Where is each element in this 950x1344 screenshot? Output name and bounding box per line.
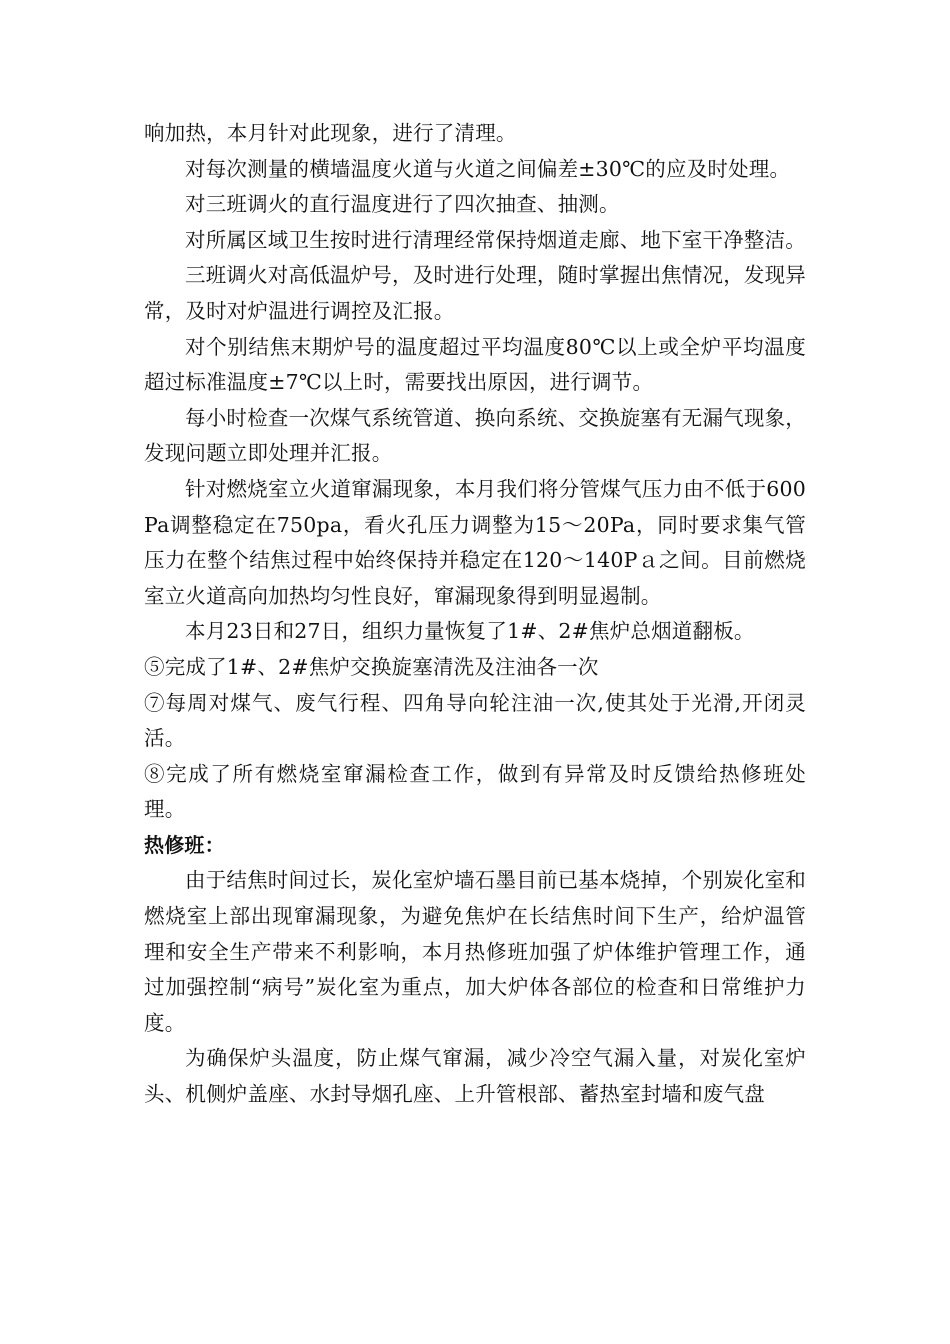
list-item-weekly-oiling: ⑦每周对煤气、废气行程、四角导向轮注油一次,使其处于光滑,开闭灵活。 (144, 690, 806, 751)
paragraph-spot-check: 对三班调火的直行温度进行了四次抽查、抽测。 (185, 192, 620, 217)
document-body (144, 116, 806, 1113)
list-item-leak-inspection: ⑧完成了所有燃烧室窜漏检查工作，做到有异常及时反馈给热修班处理。 (144, 761, 806, 822)
list-item-valve-cleaning: ⑤完成了1#、2#焦炉交换旋塞清洗及注油各一次 (144, 654, 599, 679)
paragraph-continuation: 响加热，本月针对此现象，进行了清理。 (144, 121, 517, 145)
paragraph-hot-repair-sealing: 为确保炉头温度，防止煤气窜漏，减少冷空气漏入量，对炭化室炉头、机侧炉盖座、水封导烟孔座、上升管根部、蓄热室封墙和废气盘 (144, 1046, 806, 1107)
paragraph-hourly-inspection: 每小时检查一次煤气系统管道、换向系统、交换旋塞有无漏气现象，发现问题立即处理并汇报。 (144, 405, 806, 466)
paragraph-temperature-adjustment: 对个别结焦末期炉号的温度超过平均温度80℃以上或全炉平均温度超过标准温度±7℃以上时，需要找出原因，进行调节。 (144, 334, 806, 395)
paragraph-flue-restoration: 本月23日和27日，组织力量恢复了1#、2#焦炉总烟道翻板。 (185, 619, 755, 644)
paragraph-pressure-adjustment: 针对燃烧室立火道窜漏现象，本月我们将分管煤气压力由不低于600 Pa调整稳定在750pa，看火孔压力调整为15～20Pa，同时要求集气管压力在整个结焦过程中始终保持并稳定在120～140Pａ之间。目前燃烧室立火道高向加热均匀性良好，窜漏现象得到明显遏制。 (144, 476, 806, 608)
section-heading-hot-repair: 热修班： (144, 832, 225, 857)
paragraph-furnace-handling: 三班调火对高低温炉号，及时进行处理，随时掌握出焦情况，发现异常，及时对炉温进行调控及汇报。 (144, 263, 806, 323)
paragraph-hygiene: 对所属区域卫生按时进行清理经常保持烟道走廊、地下室干净整洁。 (185, 227, 806, 252)
paragraph-hot-repair-maintenance: 由于结焦时间过长，炭化室炉墙石墨目前已基本烧掉，个别炭化室和燃烧室上部出现窜漏现象，为避免焦炉在长结焦时间下生产，给炉温管理和安全生产带来不利影响，本月热修班加强了炉体维护管理工作，通过加强控制“病号”炭化室为重点，加大炉体各部位的检查和日常维护力度。 (144, 868, 806, 1035)
paragraph-temperature-deviation: 对每次测量的横墙温度火道与火道之间偏差±30℃的应及时处理。 (185, 156, 791, 181)
